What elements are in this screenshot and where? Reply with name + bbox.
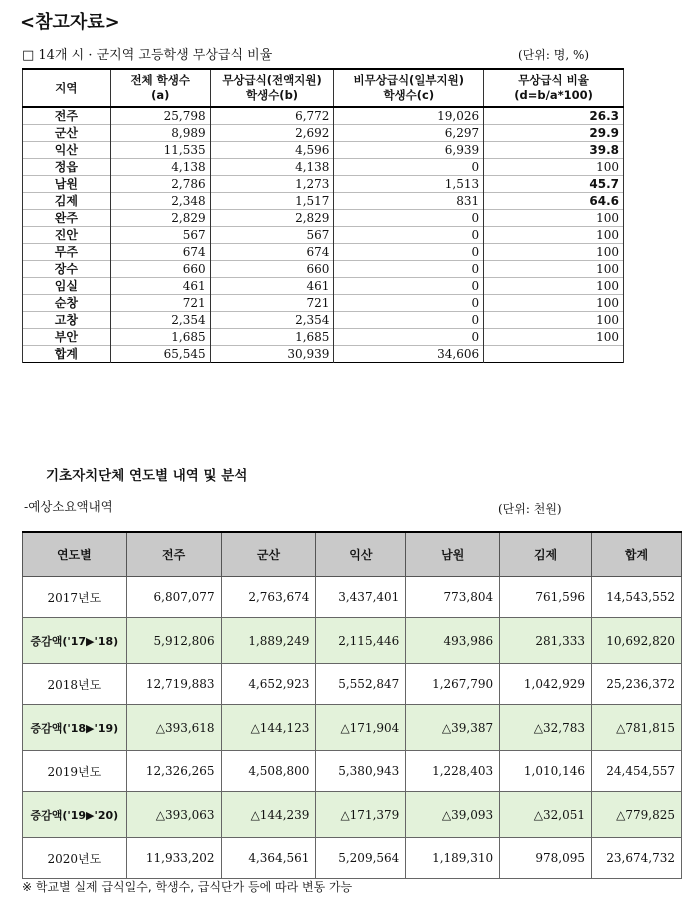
table-row: [23, 312, 624, 329]
value-cell: 0: [334, 227, 484, 244]
col-header: 지역: [23, 69, 111, 107]
table-row: [23, 577, 682, 618]
value-cell: 3,437,401: [316, 577, 406, 618]
col-header: 전체 학생수 (a): [110, 69, 210, 107]
value-cell: 4,508,800: [221, 751, 316, 792]
table-row: [23, 664, 682, 705]
value-cell: 100: [484, 159, 624, 176]
col-header: 익산: [316, 532, 406, 577]
row-label: 증감액('17▶'18): [23, 618, 127, 664]
col-header: 남원: [406, 532, 500, 577]
value-cell: 761,596: [500, 577, 592, 618]
value-cell: 100: [484, 295, 624, 312]
value-cell: 100: [484, 312, 624, 329]
table-row: [23, 125, 624, 142]
region-cell: 정읍: [23, 159, 111, 176]
value-cell: 5,552,847: [316, 664, 406, 705]
value-cell: 14,543,552: [592, 577, 682, 618]
value-cell: △393,063: [126, 792, 221, 838]
value-cell: 2,786: [110, 176, 210, 193]
table-row: [23, 329, 624, 346]
value-cell: 5,912,806: [126, 618, 221, 664]
section2-subheading: -예상소요액내역: [24, 499, 113, 514]
value-cell: 674: [110, 244, 210, 261]
table-header-row: [23, 532, 682, 577]
value-cell: 773,804: [406, 577, 500, 618]
value-cell: 19,026: [334, 107, 484, 125]
row-label: 2017년도: [23, 577, 127, 618]
value-cell: 1,685: [210, 329, 334, 346]
region-cell: 고창: [23, 312, 111, 329]
col-header: 합계: [592, 532, 682, 577]
value-cell: △171,379: [316, 792, 406, 838]
value-cell: 1,010,146: [500, 751, 592, 792]
col-header: 군산: [221, 532, 316, 577]
table-row: [23, 261, 624, 278]
region-cell: 남원: [23, 176, 111, 193]
value-cell: △393,618: [126, 705, 221, 751]
value-cell: △32,051: [500, 792, 592, 838]
value-cell: 660: [210, 261, 334, 278]
value-cell: 39.8: [484, 142, 624, 159]
value-cell: 1,273: [210, 176, 334, 193]
value-cell: 6,939: [334, 142, 484, 159]
table-header-row: [23, 69, 624, 107]
value-cell: 23,674,732: [592, 838, 682, 879]
value-cell: 0: [334, 210, 484, 227]
value-cell: △171,904: [316, 705, 406, 751]
region-cell: 김제: [23, 193, 111, 210]
value-cell: △39,093: [406, 792, 500, 838]
table-row: [23, 227, 624, 244]
table-row: [23, 142, 624, 159]
value-cell: 831: [334, 193, 484, 210]
value-cell: 11,535: [110, 142, 210, 159]
value-cell: 567: [110, 227, 210, 244]
value-cell: 64.6: [484, 193, 624, 210]
section1-heading: □ 14개 시 · 군지역 고등학생 무상급식 비율: [22, 48, 273, 63]
value-cell: 10,692,820: [592, 618, 682, 664]
value-cell: △144,239: [221, 792, 316, 838]
value-cell: 100: [484, 329, 624, 346]
value-cell: 1,042,929: [500, 664, 592, 705]
table-row: [23, 618, 682, 664]
value-cell: 1,517: [210, 193, 334, 210]
value-cell: 6,772: [210, 107, 334, 125]
value-cell: 281,333: [500, 618, 592, 664]
value-cell: 2,829: [110, 210, 210, 227]
table-row: [23, 176, 624, 193]
region-cell: 부안: [23, 329, 111, 346]
value-cell: 721: [210, 295, 334, 312]
region-cell: 진안: [23, 227, 111, 244]
value-cell: 0: [334, 278, 484, 295]
free-meal-ratio-table: [22, 68, 624, 363]
col-header: 무상급식 비율 (d=b/a*100): [484, 69, 624, 107]
value-cell: 6,297: [334, 125, 484, 142]
value-cell: 2,354: [110, 312, 210, 329]
table-row: [23, 346, 624, 363]
value-cell: 567: [210, 227, 334, 244]
value-cell: 30,939: [210, 346, 334, 363]
table-row: [23, 838, 682, 879]
region-cell: 익산: [23, 142, 111, 159]
col-header: 무상급식(전액지원) 학생수(b): [210, 69, 334, 107]
value-cell: 2,829: [210, 210, 334, 227]
value-cell: 493,986: [406, 618, 500, 664]
value-cell: 6,807,077: [126, 577, 221, 618]
value-cell: 12,719,883: [126, 664, 221, 705]
region-cell: 완주: [23, 210, 111, 227]
region-cell: 합계: [23, 346, 111, 363]
value-cell: 24,454,557: [592, 751, 682, 792]
value-cell: 5,209,564: [316, 838, 406, 879]
section2-unit: (단위: 천원): [498, 502, 562, 516]
value-cell: 2,348: [110, 193, 210, 210]
value-cell: 4,652,923: [221, 664, 316, 705]
table-row: [23, 705, 682, 751]
table-row: [23, 210, 624, 227]
table-row: [23, 107, 624, 125]
value-cell: 2,763,674: [221, 577, 316, 618]
value-cell: 4,364,561: [221, 838, 316, 879]
table-row: [23, 193, 624, 210]
table-row: [23, 278, 624, 295]
value-cell: 26.3: [484, 107, 624, 125]
value-cell: △32,783: [500, 705, 592, 751]
value-cell: 100: [484, 227, 624, 244]
value-cell: 100: [484, 278, 624, 295]
value-cell: 978,095: [500, 838, 592, 879]
value-cell: 461: [110, 278, 210, 295]
col-header: 비무상급식(일부지원) 학생수(c): [334, 69, 484, 107]
col-header: 김제: [500, 532, 592, 577]
value-cell: 1,189,310: [406, 838, 500, 879]
page-title: <참고자료>: [20, 12, 120, 33]
value-cell: 100: [484, 261, 624, 278]
value-cell: 2,115,446: [316, 618, 406, 664]
value-cell: 25,236,372: [592, 664, 682, 705]
value-cell: 0: [334, 159, 484, 176]
value-cell: 5,380,943: [316, 751, 406, 792]
value-cell: 8,989: [110, 125, 210, 142]
footnote: ※ 학교별 실제 급식일수, 학생수, 급식단가 등에 따라 변동 가능: [22, 880, 353, 894]
row-label: 2020년도: [23, 838, 127, 879]
value-cell: 674: [210, 244, 334, 261]
region-cell: 전주: [23, 107, 111, 125]
value-cell: 0: [334, 329, 484, 346]
value-cell: 0: [334, 295, 484, 312]
value-cell: 0: [334, 244, 484, 261]
section2-heading: 기초자치단체 연도별 내역 및 분석: [46, 468, 248, 484]
table-row: [23, 751, 682, 792]
value-cell: 11,933,202: [126, 838, 221, 879]
value-cell: 4,138: [110, 159, 210, 176]
region-cell: 임실: [23, 278, 111, 295]
value-cell: 29.9: [484, 125, 624, 142]
row-label: 2018년도: [23, 664, 127, 705]
value-cell: 461: [210, 278, 334, 295]
yearly-budget-table: [22, 531, 682, 879]
value-cell: △144,123: [221, 705, 316, 751]
table-row: [23, 159, 624, 176]
section1-unit: (단위: 명, %): [518, 48, 590, 62]
value-cell: 1,685: [110, 329, 210, 346]
region-cell: 무주: [23, 244, 111, 261]
region-cell: 장수: [23, 261, 111, 278]
value-cell: △781,815: [592, 705, 682, 751]
value-cell: 0: [334, 312, 484, 329]
region-cell: 순창: [23, 295, 111, 312]
col-header: 연도별: [23, 532, 127, 577]
value-cell: 721: [110, 295, 210, 312]
value-cell: △779,825: [592, 792, 682, 838]
value-cell: 4,138: [210, 159, 334, 176]
value-cell: 12,326,265: [126, 751, 221, 792]
table-row: [23, 792, 682, 838]
value-cell: 65,545: [110, 346, 210, 363]
region-cell: 군산: [23, 125, 111, 142]
value-cell: 1,267,790: [406, 664, 500, 705]
table-row: [23, 295, 624, 312]
value-cell: △39,387: [406, 705, 500, 751]
row-label: 증감액('18▶'19): [23, 705, 127, 751]
value-cell: 100: [484, 244, 624, 261]
value-cell: 4,596: [210, 142, 334, 159]
value-cell: 1,889,249: [221, 618, 316, 664]
value-cell: 25,798: [110, 107, 210, 125]
row-label: 증감액('19▶'20): [23, 792, 127, 838]
value-cell: 2,692: [210, 125, 334, 142]
value-cell: 0: [334, 261, 484, 278]
value-cell: 100: [484, 210, 624, 227]
value-cell: 1,513: [334, 176, 484, 193]
value-cell: 660: [110, 261, 210, 278]
value-cell: 1,228,403: [406, 751, 500, 792]
row-label: 2019년도: [23, 751, 127, 792]
value-cell: 34,606: [334, 346, 484, 363]
table-row: [23, 244, 624, 261]
value-cell: 2,354: [210, 312, 334, 329]
value-cell: 45.7: [484, 176, 624, 193]
col-header: 전주: [126, 532, 221, 577]
value-cell: [484, 346, 624, 363]
